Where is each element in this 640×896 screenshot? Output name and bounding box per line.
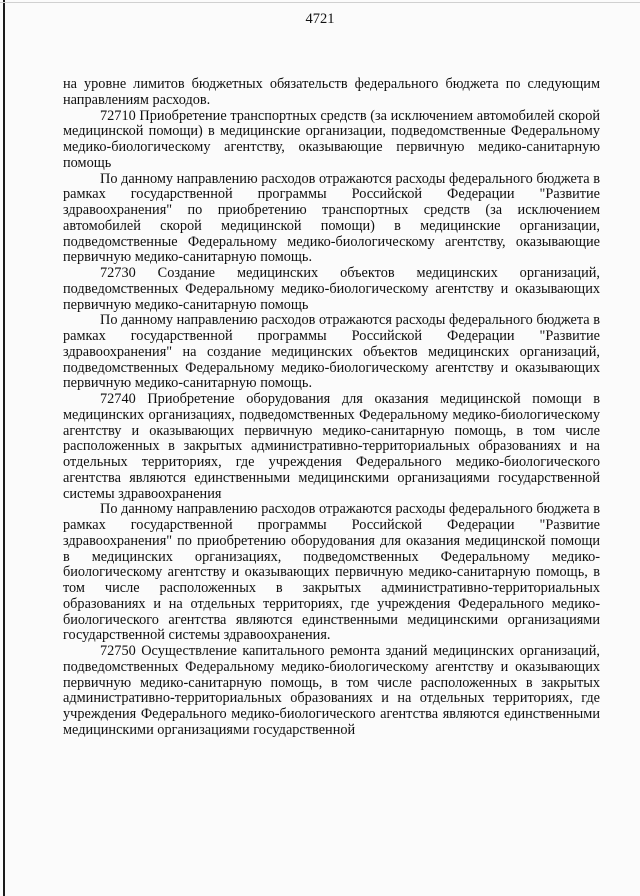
paragraph-72740-heading: 72740 Приобретение оборудования для оказания медицинской помощи в медицинских организациях, подведомственных Федеральному медико-биологическому агентству и оказывающих первичную медико-санитарную помощь, в том числе расположенных в закрытых административно-территориальных образованиях и на отдельных территориях, где учреждения Федерального медико-биологического агентства являются единственными медицинскими организациями государственной системы здравоохранения bbox=[63, 391, 600, 502]
paragraph-72710-heading: 72710 Приобретение транспортных средств (за исключением автомобилей скорой медицинской помощи) в медицинские организации, подведомственные Федеральному медико-биологическому агентству, оказывающие первичную медико-санитарную помощь bbox=[63, 107, 600, 171]
document-body bbox=[63, 77, 600, 739]
paragraph-continuation: на уровне лимитов бюджетных обязательств федерального бюджета по следующим направлениям расходов. bbox=[63, 76, 600, 108]
paragraph-72730-heading: 72730 Создание медицинских объектов медицинских организаций, подведомственных Федеральному медико-биологическому агентству и оказывающих первичную медико-санитарную помощь bbox=[63, 265, 600, 313]
paragraph-72740-description: По данному направлению расходов отражаются расходы федерального бюджета в рамках государственной программы Российской Федерации "Развитие здравоохранения" по приобретению оборудования для оказания медицинской помощи в медицинских организациях, подведомственных Федеральному медико-биологическому агентству и оказывающих первичную медико-санитарную помощь, в том числе расположенных в закрытых административно-территориальных образованиях и на отдельных территориях, где учреждения Федерального медико-биологического агентства являются единственными медицинскими организациями государственной системы здравоохранения. bbox=[63, 501, 600, 644]
page-number: 4721 bbox=[305, 11, 335, 27]
paragraph-72750-heading: 72750 Осуществление капитального ремонта зданий медицинских организаций, подведомственных Федеральному медико-биологическому агентству и оказывающих первичную медико-санитарную помощь, в том числе расположенных в закрытых административно-территориальных образованиях и на отдельных территориях, где учреждения Федерального медико-биологического агентства являются единственными медицинскими организациями государственной bbox=[63, 643, 600, 738]
paragraph-72730-description: По данному направлению расходов отражаются расходы федерального бюджета в рамках государственной программы Российской Федерации "Развитие здравоохранения" на создание медицинских объектов медицинских организаций, подведомственных Федеральному медико-биологическому агентству и оказывающих первичную медико-санитарную помощь. bbox=[63, 312, 600, 392]
scan-edge-top bbox=[0, 2, 640, 3]
paragraph-72710-description: По данному направлению расходов отражаются расходы федерального бюджета в рамках государственной программы Российской Федерации "Развитие здравоохранения" по приобретению транспортных средств (за исключением автомобилей скорой медицинской помощи) в медицинские организации, подведомственные Федеральному медико-биологическому агентству, оказывающие первичную медико-санитарную помощь. bbox=[63, 170, 600, 266]
scan-edge-left bbox=[3, 0, 5, 896]
